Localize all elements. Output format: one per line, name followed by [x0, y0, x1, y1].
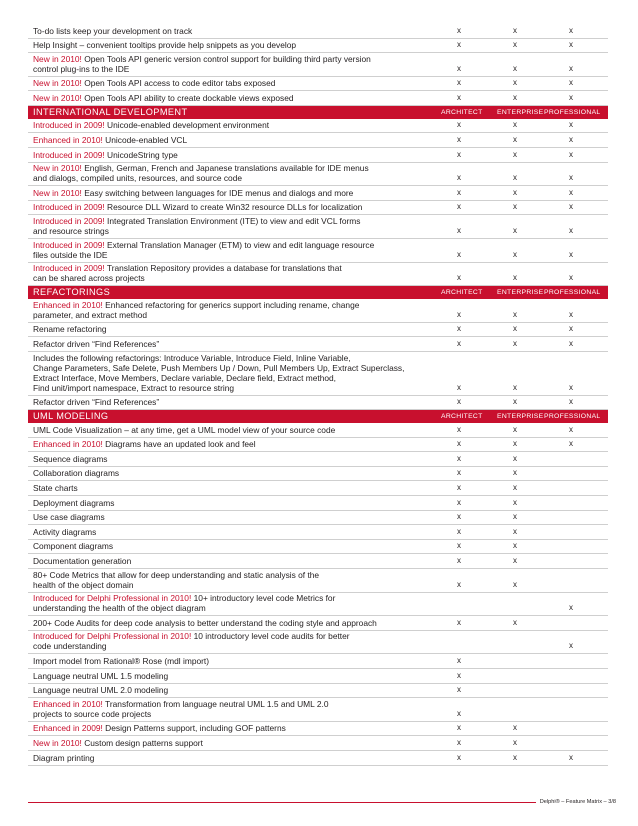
checkmark-enterprise: x — [513, 324, 517, 334]
column-header-enterprise: ENTERPRISE — [497, 289, 544, 297]
checkmark-enterprise: x — [513, 579, 517, 589]
feature-text: Language neutral UML 2.0 modeling — [33, 685, 169, 696]
feature-description — [33, 216, 432, 236]
checkmark-enterprise: x — [513, 40, 517, 50]
checkmark-professional: x — [569, 120, 573, 130]
feature-text: Integrated Translation Environment (ITE) to view and edit VCL forms and resource strings — [33, 215, 361, 236]
feature-highlight: Introduced for Delphi Professional in 2010! — [33, 631, 192, 642]
feature-highlight: Introduced in 2009! — [33, 215, 105, 226]
feature-text: Collaboration diagrams — [33, 468, 120, 479]
feature-description — [33, 202, 432, 212]
feature-description — [33, 263, 432, 283]
checkmark-architect: x — [457, 249, 461, 259]
feature-description — [33, 618, 432, 628]
checkmark-professional: x — [569, 324, 573, 334]
feature-description — [33, 593, 432, 613]
feature-row — [28, 698, 608, 722]
column-header-professional: PROFESSIONAL — [544, 413, 601, 421]
checkmark-professional: x — [569, 63, 573, 73]
feature-row — [28, 24, 608, 39]
checkmark-professional: x — [569, 249, 573, 259]
checkmark-enterprise: x — [513, 541, 517, 551]
checkmark-architect: x — [457, 670, 461, 680]
checkmark-professional: x — [569, 603, 573, 613]
checkmark-enterprise: x — [513, 225, 517, 235]
checkmark-enterprise: x — [513, 424, 517, 434]
checkmark-enterprise: x — [513, 723, 517, 733]
checkmark-architect: x — [457, 225, 461, 235]
checkmark-enterprise: x — [513, 556, 517, 566]
checkmark-architect: x — [457, 202, 461, 212]
checkmark-enterprise: x — [513, 63, 517, 73]
feature-text: 10+ introductory level code Metrics for understanding the health of the object diagram — [33, 593, 336, 614]
checkmark-architect: x — [457, 40, 461, 50]
checkmark-enterprise: x — [513, 453, 517, 463]
feature-highlight: New in 2010! — [33, 737, 82, 748]
feature-highlight: Introduced in 2009! — [33, 263, 105, 274]
checkmark-enterprise: x — [513, 617, 517, 627]
feature-row — [28, 163, 608, 187]
feature-text: Unicode-enabled development environment — [104, 120, 270, 131]
feature-row — [28, 77, 608, 92]
feature-description — [33, 188, 432, 198]
feature-highlight: Introduced in 2009! — [33, 202, 105, 213]
feature-text: External Translation Manager (ETM) to view and edit language resource files outside the IDE — [33, 239, 375, 260]
feature-description — [33, 135, 432, 145]
feature-text: Use case diagrams — [33, 512, 105, 523]
feature-row — [28, 133, 608, 148]
section-title: UML MODELING — [33, 411, 109, 422]
checkmark-architect: x — [457, 324, 461, 334]
feature-description — [33, 723, 432, 733]
checkmark-architect: x — [457, 120, 461, 130]
feature-row — [28, 540, 608, 555]
feature-row — [28, 684, 608, 699]
checkmark-enterprise: x — [513, 173, 517, 183]
checkmark-architect: x — [457, 63, 461, 73]
feature-highlight: New in 2010! — [33, 163, 82, 174]
feature-description — [33, 656, 432, 666]
feature-row — [28, 299, 608, 323]
checkmark-architect: x — [457, 397, 461, 407]
feature-text: 200+ Code Audits for deep code analysis to better understand the coding style and approach — [33, 617, 377, 628]
feature-description — [33, 163, 432, 183]
checkmark-professional: x — [569, 25, 573, 35]
feature-row — [28, 438, 608, 453]
feature-text: Includes the following refactorings: Introduce Variable, Introduce Field, Inline Variable, Change Parameters, Safe Delete, Push Members Up / Down, Pull Members Up, Extract Superclass, Extract Interface, Move Members, Declare variable, Declare field, Extract method, Find unit/import namespace, Extract to resource string — [33, 352, 405, 393]
checkmark-enterprise: x — [513, 439, 517, 449]
checkmark-enterprise: x — [513, 273, 517, 283]
feature-row — [28, 511, 608, 526]
feature-highlight: New in 2010! — [33, 53, 82, 64]
checkmark-architect: x — [457, 173, 461, 183]
feature-description — [33, 498, 432, 508]
checkmark-architect: x — [457, 579, 461, 589]
checkmark-architect: x — [457, 92, 461, 102]
feature-text: Activity diagrams — [33, 526, 97, 537]
feature-row — [28, 722, 608, 737]
checkmark-architect: x — [457, 134, 461, 144]
feature-highlight: Introduced in 2009! — [33, 239, 105, 250]
feature-text: Rename refactoring — [33, 324, 107, 335]
feature-description — [33, 300, 432, 320]
feature-text: Open Tools API generic version control support for building third party version control plug-ins to the IDE — [33, 53, 371, 74]
checkmark-architect: x — [457, 273, 461, 283]
feature-row — [28, 352, 608, 396]
feature-text: To-do lists keep your development on track — [33, 25, 193, 36]
section-title: INTERNATIONAL DEVELOPMENT — [33, 106, 188, 117]
feature-text: Help Insight – convenient tooltips provide help snippets as you develop — [33, 40, 297, 51]
feature-text: Import model from Rational® Rose (mdl import) — [33, 655, 210, 666]
checkmark-enterprise: x — [513, 134, 517, 144]
feature-highlight: Introduced in 2009! — [33, 120, 105, 131]
feature-description — [33, 40, 432, 50]
feature-row — [28, 593, 608, 617]
checkmark-enterprise: x — [513, 382, 517, 392]
section-header — [28, 410, 608, 423]
feature-row — [28, 467, 608, 482]
feature-row — [28, 396, 608, 411]
checkmark-architect: x — [457, 655, 461, 665]
feature-text: Sequence diagrams — [33, 453, 108, 464]
column-header-enterprise: ENTERPRISE — [497, 413, 544, 421]
checkmark-architect: x — [457, 617, 461, 627]
feature-text: Language neutral UML 1.5 modeling — [33, 670, 169, 681]
checkmark-professional: x — [569, 439, 573, 449]
feature-row — [28, 654, 608, 669]
feature-description — [33, 120, 432, 130]
feature-highlight: Enhanced in 2010! — [33, 299, 103, 310]
checkmark-professional: x — [569, 397, 573, 407]
checkmark-enterprise: x — [513, 120, 517, 130]
checkmark-enterprise: x — [513, 737, 517, 747]
feature-highlight: Enhanced in 2010! — [33, 698, 103, 709]
checkmark-architect: x — [457, 723, 461, 733]
checkmark-architect: x — [457, 556, 461, 566]
feature-row — [28, 337, 608, 352]
feature-text: 10 introductory level code audits for better code understanding — [33, 631, 350, 652]
checkmark-architect: x — [457, 453, 461, 463]
checkmark-enterprise: x — [513, 309, 517, 319]
feature-text: Refactor driven “Find References” — [33, 397, 160, 408]
feature-row — [28, 263, 608, 287]
feature-row — [28, 496, 608, 511]
feature-text: Design Patterns support, including GOF patterns — [102, 723, 286, 734]
checkmark-enterprise: x — [513, 187, 517, 197]
checkmark-architect: x — [457, 382, 461, 392]
checkmark-enterprise: x — [513, 149, 517, 159]
feature-text: Transformation from language neutral UML 1.5 and UML 2.0 projects to source code projects — [33, 698, 329, 719]
checkmark-professional: x — [569, 309, 573, 319]
checkmark-enterprise: x — [513, 512, 517, 522]
feature-row — [28, 481, 608, 496]
checkmark-architect: x — [457, 468, 461, 478]
checkmark-professional: x — [569, 382, 573, 392]
feature-text: Open Tools API access to code editor tabs exposed — [81, 78, 276, 89]
feature-description — [33, 631, 432, 651]
feature-row — [28, 452, 608, 467]
checkmark-professional: x — [569, 40, 573, 50]
checkmark-professional: x — [569, 338, 573, 348]
column-header-professional: PROFESSIONAL — [544, 289, 601, 297]
checkmark-architect: x — [457, 424, 461, 434]
column-header-architect: ARCHITECT — [441, 289, 483, 297]
feature-row — [28, 669, 608, 684]
feature-text: Open Tools API ability to create dockable views exposed — [81, 92, 294, 103]
feature-text: Deployment diagrams — [33, 497, 115, 508]
feature-description — [33, 468, 432, 478]
checkmark-architect: x — [457, 25, 461, 35]
feature-text: Resource DLL Wizard to create Win32 resource DLLs for localization — [104, 202, 363, 213]
checkmark-enterprise: x — [513, 92, 517, 102]
feature-text: Translation Repository provides a database for translations that can be shared across projects — [33, 263, 342, 284]
checkmark-architect: x — [457, 149, 461, 159]
feature-description — [33, 685, 432, 695]
feature-description — [33, 93, 432, 103]
feature-row — [28, 53, 608, 77]
checkmark-architect: x — [457, 483, 461, 493]
checkmark-enterprise: x — [513, 468, 517, 478]
checkmark-professional: x — [569, 273, 573, 283]
feature-row — [28, 631, 608, 655]
feature-row — [28, 201, 608, 216]
feature-row — [28, 215, 608, 239]
checkmark-architect: x — [457, 309, 461, 319]
checkmark-professional: x — [569, 173, 573, 183]
checkmark-enterprise: x — [513, 78, 517, 88]
column-header-architect: ARCHITECT — [441, 413, 483, 421]
feature-text: Refactor driven “Find References” — [33, 338, 160, 349]
footer-page-label: Delphi® – Feature Matrix – 3/8 — [536, 798, 616, 806]
checkmark-enterprise: x — [513, 249, 517, 259]
checkmark-professional: x — [569, 225, 573, 235]
column-header-enterprise: ENTERPRISE — [497, 108, 544, 116]
feature-description — [33, 240, 432, 260]
footer-rule — [28, 802, 588, 803]
feature-row — [28, 616, 608, 631]
checkmark-enterprise: x — [513, 202, 517, 212]
checkmark-architect: x — [457, 78, 461, 88]
checkmark-enterprise: x — [513, 483, 517, 493]
feature-highlight: Enhanced in 2010! — [33, 134, 103, 145]
checkmark-architect: x — [457, 497, 461, 507]
checkmark-enterprise: x — [513, 752, 517, 762]
checkmark-enterprise: x — [513, 25, 517, 35]
feature-description — [33, 339, 432, 349]
feature-row — [28, 239, 608, 263]
feature-description — [33, 78, 432, 88]
checkmark-architect: x — [457, 439, 461, 449]
feature-text: Component diagrams — [33, 541, 114, 552]
feature-description — [33, 150, 432, 160]
feature-description — [33, 738, 432, 748]
feature-text: Diagram printing — [33, 752, 95, 763]
feature-highlight: New in 2010! — [33, 92, 82, 103]
feature-description — [33, 699, 432, 719]
checkmark-professional: x — [569, 641, 573, 651]
checkmark-professional: x — [569, 187, 573, 197]
feature-highlight: Enhanced in 2010! — [33, 439, 103, 450]
feature-description — [33, 397, 432, 407]
feature-row — [28, 119, 608, 134]
feature-description — [33, 512, 432, 522]
section-header — [28, 286, 608, 299]
feature-text: Easy switching between languages for IDE menus and dialogs and more — [81, 187, 354, 198]
feature-row — [28, 569, 608, 593]
feature-description — [33, 556, 432, 566]
column-header-professional: PROFESSIONAL — [544, 108, 601, 116]
feature-description — [33, 483, 432, 493]
feature-description — [33, 527, 432, 537]
feature-description — [33, 671, 432, 681]
feature-matrix — [28, 24, 608, 766]
checkmark-architect: x — [457, 541, 461, 551]
checkmark-professional: x — [569, 78, 573, 88]
feature-text: English, German, French and Japanese translations available for IDE menus and dialogs, compiled units, resources, and source code — [33, 163, 369, 184]
checkmark-professional: x — [569, 752, 573, 762]
feature-row — [28, 751, 608, 766]
feature-row — [28, 525, 608, 540]
feature-description — [33, 353, 432, 393]
checkmark-architect: x — [457, 737, 461, 747]
checkmark-professional: x — [569, 92, 573, 102]
feature-description — [33, 753, 432, 763]
checkmark-architect: x — [457, 685, 461, 695]
feature-text: 80+ Code Metrics that allow for deep understanding and static analysis of the health of the object domain — [33, 569, 320, 590]
feature-text: Enhanced refactoring for generics support including rename, change parameter, and extract method — [33, 299, 360, 320]
feature-description — [33, 439, 432, 449]
feature-text: UnicodeString type — [104, 149, 178, 160]
feature-text: UML Code Visualization – at any time, get a UML model view of your source code — [33, 424, 336, 435]
checkmark-architect: x — [457, 512, 461, 522]
checkmark-enterprise: x — [513, 526, 517, 536]
checkmark-professional: x — [569, 134, 573, 144]
feature-description — [33, 425, 432, 435]
feature-row — [28, 91, 608, 106]
feature-text: State charts — [33, 483, 78, 494]
feature-row — [28, 39, 608, 54]
feature-highlight: New in 2010! — [33, 78, 82, 89]
section-title: REFACTORINGS — [33, 287, 111, 298]
feature-row — [28, 554, 608, 569]
checkmark-enterprise: x — [513, 397, 517, 407]
feature-row — [28, 186, 608, 201]
feature-description — [33, 26, 432, 36]
feature-description — [33, 570, 432, 590]
feature-text: Unicode-enabled VCL — [102, 134, 188, 145]
checkmark-architect: x — [457, 526, 461, 536]
checkmark-architect: x — [457, 187, 461, 197]
checkmark-professional: x — [569, 424, 573, 434]
checkmark-enterprise: x — [513, 338, 517, 348]
feature-row — [28, 148, 608, 163]
feature-highlight: Introduced in 2009! — [33, 149, 105, 160]
feature-row — [28, 736, 608, 751]
feature-description — [33, 54, 432, 74]
checkmark-enterprise: x — [513, 497, 517, 507]
checkmark-architect: x — [457, 752, 461, 762]
feature-row — [28, 323, 608, 338]
section-header — [28, 106, 608, 119]
feature-text: Documentation generation — [33, 556, 132, 567]
feature-description — [33, 324, 432, 334]
feature-description — [33, 541, 432, 551]
feature-highlight: New in 2010! — [33, 187, 82, 198]
feature-row — [28, 423, 608, 438]
column-header-architect: ARCHITECT — [441, 108, 483, 116]
checkmark-architect: x — [457, 708, 461, 718]
checkmark-professional: x — [569, 149, 573, 159]
feature-text: Custom design patterns support — [81, 737, 203, 748]
feature-description — [33, 454, 432, 464]
feature-highlight: Enhanced in 2009! — [33, 723, 103, 734]
checkmark-professional: x — [569, 202, 573, 212]
feature-highlight: Introduced for Delphi Professional in 2010! — [33, 593, 192, 604]
feature-text: Diagrams have an updated look and feel — [102, 439, 256, 450]
checkmark-architect: x — [457, 338, 461, 348]
